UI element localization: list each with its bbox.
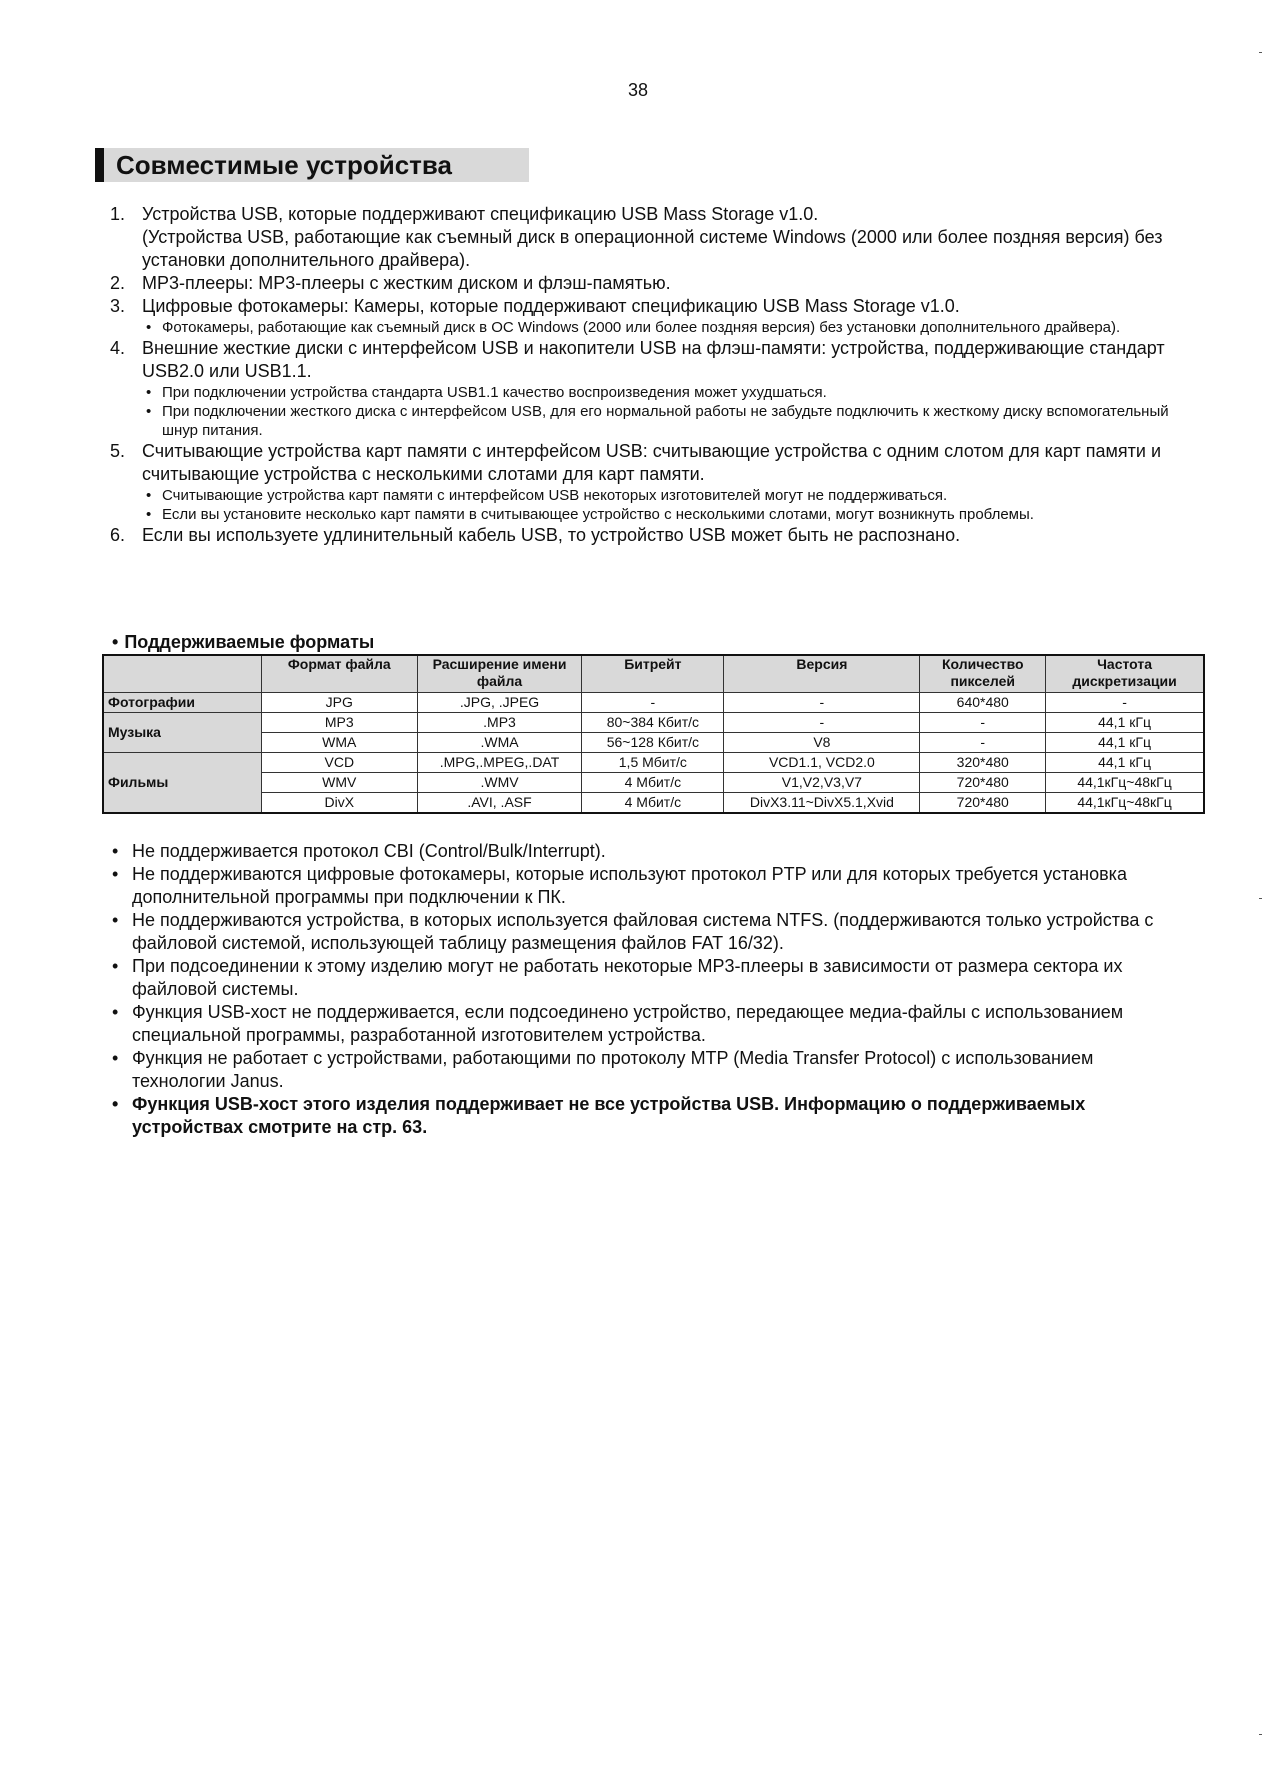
table-cell: - <box>724 713 920 733</box>
sub-item: • При подключении жесткого диска с интерфейсом USB, для его нормальной работы не забудьте подключить к жесткому диску вспомогательный шнур питания. <box>144 402 1170 440</box>
note-item: • Функция USB-хост этого изделия поддерживает не все устройства USB. Информацию о поддерживаемых устройствах смотрите на стр. 63. <box>112 1093 1192 1139</box>
category-cell: Фильмы <box>103 753 261 814</box>
item-line: Цифровые фотокамеры: Камеры, которые поддерживают спецификацию USB Mass Storage v1.0. <box>142 296 960 316</box>
table-header-cell <box>103 655 261 693</box>
table-cell: 44,1 кГц <box>1046 713 1204 733</box>
table-row <box>103 713 1204 733</box>
table-cell: 720*480 <box>920 793 1046 814</box>
numbered-item <box>110 337 1170 440</box>
note-item: • Функция не работает с устройствами, работающими по протоколу MTP (Media Transfer Protocol) с использованием технологии Janus. <box>112 1047 1192 1093</box>
table-cell: VCD <box>261 753 417 773</box>
table-cell: 1,5 Мбит/с <box>582 753 724 773</box>
table-cell: 720*480 <box>920 773 1046 793</box>
table-header-cell: Количество пикселей <box>920 655 1046 693</box>
item-number: 2. <box>110 273 126 293</box>
table-row <box>103 753 1204 773</box>
sub-list <box>142 318 1170 337</box>
sub-item: • Фотокамеры, работающие как съемный диск в ОС Windows (2000 или более поздняя версия) без установки дополнительного драйвера). <box>144 318 1170 337</box>
category-cell: Фотографии <box>103 693 261 713</box>
table-header-cell: Расширение имени файла <box>417 655 582 693</box>
numbered-item <box>110 295 1170 337</box>
table-cell: V8 <box>724 733 920 753</box>
table-cell: .WMA <box>417 733 582 753</box>
item-body <box>142 524 1170 547</box>
table-row <box>103 793 1204 814</box>
table-cell: WMV <box>261 773 417 793</box>
page-number: 38 <box>627 80 649 100</box>
table-header-cell: Формат файла <box>261 655 417 693</box>
table-cell: - <box>582 693 724 713</box>
table-cell: V1,V2,V3,V7 <box>724 773 920 793</box>
table-cell: WMA <box>261 733 417 753</box>
item-number: 5. <box>110 441 126 461</box>
sub-item: • Считывающие устройства карт памяти с интерфейсом USB некоторых изготовителей могут не поддерживаться. <box>144 486 1170 505</box>
sub-item: • Если вы установите несколько карт памяти в считывающее устройство с несколькими слотами, могут возникнуть проблемы. <box>144 505 1170 524</box>
table-cell: .WMV <box>417 773 582 793</box>
table-row <box>103 693 1204 713</box>
section-title: Совместимые устройства <box>95 148 529 182</box>
scan-mark <box>1259 898 1262 899</box>
note-item: • Не поддерживаются устройства, в которых используется файловая система NTFS. (поддерживаются только устройства с файловой системой, использующей таблицу размещения файлов FAT 16/32). <box>112 909 1192 955</box>
table-cell: 4 Мбит/с <box>582 793 724 814</box>
item-line: Внешние жесткие диски с интерфейсом USB и накопители USB на флэш-памяти: устройства, поддерживающие стандарт USB2.0 или USB1.1. <box>142 338 1165 381</box>
note-item: • Не поддерживается протокол CBI (Control/Bulk/Interrupt). <box>112 840 1192 863</box>
table-cell: - <box>724 693 920 713</box>
item-body <box>142 272 1170 295</box>
formats-heading: • Поддерживаемые форматы <box>112 632 374 653</box>
table-cell: 320*480 <box>920 753 1046 773</box>
table-cell: 44,1кГц~48кГц <box>1046 773 1204 793</box>
table-cell: JPG <box>261 693 417 713</box>
sub-list <box>142 383 1170 440</box>
table-cell: - <box>920 733 1046 753</box>
item-line: Устройства USB, которые поддерживают спецификацию USB Mass Storage v1.0. <box>142 204 819 224</box>
table-header-cell: Версия <box>724 655 920 693</box>
supported-formats-table <box>102 654 1205 814</box>
scan-mark <box>1259 52 1262 53</box>
numbered-item <box>110 203 1170 272</box>
scan-mark <box>1259 1734 1262 1735</box>
item-number: 4. <box>110 338 126 358</box>
table-cell: 4 Мбит/с <box>582 773 724 793</box>
category-cell: Музыка <box>103 713 261 753</box>
table-cell: 44,1 кГц <box>1046 733 1204 753</box>
table-cell: .JPG, .JPEG <box>417 693 582 713</box>
numbered-item <box>110 524 1170 547</box>
item-number: 1. <box>110 204 126 224</box>
table-cell: 44,1 кГц <box>1046 753 1204 773</box>
item-number: 3. <box>110 296 126 316</box>
note-item: • Не поддерживаются цифровые фотокамеры, которые используют протокол PTP или для которых требуется установка дополнительной программы при подключении к ПК. <box>112 863 1192 909</box>
table-cell: VCD1.1, VCD2.0 <box>724 753 920 773</box>
table-cell: DivX3.11~DivX5.1,Xvid <box>724 793 920 814</box>
table-row <box>103 733 1204 753</box>
table-row <box>103 773 1204 793</box>
item-body <box>142 203 1170 272</box>
item-line: Если вы используете удлинительный кабель USB, то устройство USB может быть не распознано. <box>142 525 961 545</box>
note-item: • При подсоединении к этому изделию могут не работать некоторые MP3-плееры в зависимости от размера сектора их файловой системы. <box>112 955 1192 1001</box>
notes-list <box>112 840 1192 1139</box>
table-cell: - <box>1046 693 1204 713</box>
item-body <box>142 295 1170 337</box>
item-line: MP3-плееры: MP3-плееры с жестким диском и флэш-памятью. <box>142 273 671 293</box>
sub-item: • При подключении устройства стандарта USB1.1 качество воспроизведения может ухудшаться. <box>144 383 1170 402</box>
table-cell: 56~128 Кбит/с <box>582 733 724 753</box>
table-header-cell: Частота дискретизации <box>1046 655 1204 693</box>
table-cell: 640*480 <box>920 693 1046 713</box>
table-cell: .AVI, .ASF <box>417 793 582 814</box>
numbered-item <box>110 440 1170 524</box>
sub-list <box>142 486 1170 524</box>
item-line: (Устройства USB, работающие как съемный диск в операционной системе Windows (2000 или более поздняя версия) без установки дополнительного драйвера). <box>142 227 1163 270</box>
table-cell: .MPG,.MPEG,.DAT <box>417 753 582 773</box>
table-header-cell: Битрейт <box>582 655 724 693</box>
table-cell: DivX <box>261 793 417 814</box>
item-body <box>142 440 1170 524</box>
table-cell: .MP3 <box>417 713 582 733</box>
item-body <box>142 337 1170 440</box>
numbered-item <box>110 272 1170 295</box>
table-cell: - <box>920 713 1046 733</box>
table-cell: 80~384 Кбит/с <box>582 713 724 733</box>
compatible-devices-list <box>110 203 1170 547</box>
table-cell: MP3 <box>261 713 417 733</box>
note-item: • Функция USB-хост не поддерживается, если подсоединено устройство, передающее медиа-файлы с использованием специальной программы, разработанной изготовителем устройства. <box>112 1001 1192 1047</box>
item-number: 6. <box>110 525 126 545</box>
item-line: Считывающие устройства карт памяти с интерфейсом USB: считывающие устройства с одним слотом для карт памяти и считывающие устройства с несколькими слотами для карт памяти. <box>142 441 1162 484</box>
table-cell: 44,1кГц~48кГц <box>1046 793 1204 814</box>
